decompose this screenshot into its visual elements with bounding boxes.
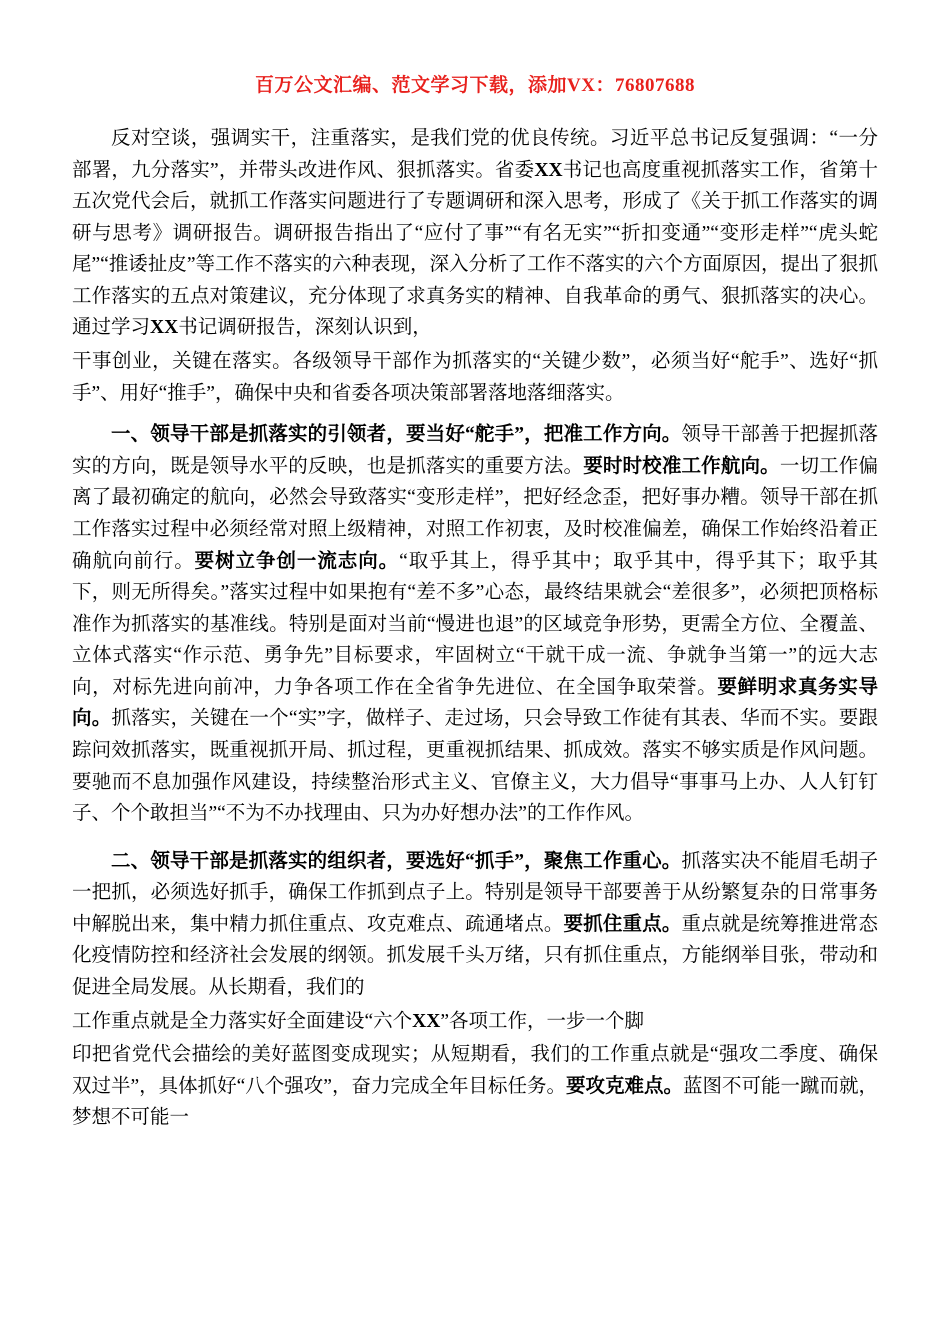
run-text: 重点就是统筹推进常态化疫情防控和经济社会发展的纲领。抓发展千头万绪，只有抓住重点，方能纲举目张，带动和促进全局发展。从长期看，我们的	[72, 913, 878, 999]
run-text: 干事创业，关键在落实。各级领导干部作为抓落实的“关键少数”，必须当好“舵手”、选好“抓手”、用好“推手”，确保中央和省委各项决策部署落地落细落实。	[72, 351, 878, 404]
run-text: “取乎其上，得乎其中；取乎其中，得乎其下；取乎其下，则无所得矣。”落实过程中如果抱有“差不多”心态，最终结果就会“差很多”，必须把顶格标准作为抓落实的基准线。特别是面对当前“慢进也退”的区域竞争形势，更需全方位、全覆盖、立体式落实“作示范、勇争先”目标要求，牢固树立“干就干成一流、争就争当第一”的远大志向，对标先进向前冲，力争各项工作在全省争先进位、在全国争取荣誉。	[72, 550, 878, 698]
paragraph-intro-2	[72, 346, 878, 409]
run-text: 书记调研报告，深刻认识到，	[178, 317, 432, 339]
paragraph-section-2-cont2	[72, 1039, 878, 1134]
run-text-bold: XX	[534, 159, 563, 181]
run-text-bold: XX	[412, 1010, 441, 1032]
section-heading-1: 一、领导干部是抓落实的引领者，要当好“舵手”，把准工作方向。	[111, 424, 682, 446]
run-text: 抓落实，关键在一个“实”字，做样子、走过场，只会导致工作徒有其表、华而不实。要跟踪问效抓落实，既重视抓开局、抓过程，更重视抓结果、抓成效。落实不够实质是作风问题。要驰而不息加强作风建设，持续整治形式主义、官僚主义，大力倡导“事事马上办、人人钉钉子、个个敢担当”“不为不办找理由、只为办好想办法”的工作作风。	[72, 708, 878, 825]
paragraph-section-1	[72, 419, 878, 830]
paragraph-section-2	[72, 846, 878, 1004]
run-text-bold: XX	[150, 317, 179, 339]
run-text: 印把省党代会描绘的美好蓝图变成现实；从短期看，我们的工作重点就是“强攻二季度、确保双过半”，具体抓好“八个强攻”，奋力完成全年目标任务。	[72, 1044, 878, 1097]
run-text: ”各项工作，一步一个脚	[440, 1010, 644, 1032]
run-text-bold: 要鲜明求真务实导向。	[72, 676, 878, 730]
run-text: 反对空谈，强调实干，注重落实，是我们党的优良传统。习近平总书记反复强调：“一分部署，九分落实”，并带头改进作风、狠抓落实。省委	[72, 128, 878, 181]
run-text: 工作重点就是全力落实好全面建设“六个	[72, 1010, 413, 1032]
run-text-bold: 要攻克难点。	[565, 1075, 683, 1097]
paragraph-section-2-cont	[72, 1006, 878, 1038]
run-text: 书记也高度重视抓落实工作，省第十五次党代会后，就抓工作落实问题进行了专题调研和深入思考，形成了《关于抓工作落实的调研与思考》调研报告。调研报告指出了“应付了事”“有名无实”“折扣变通”“变形走样”“虎头蛇尾”“推诿扯皮”等工作不落实的六种表现，深入分析了工作不落实的六个方面原因，提出了狠抓工作落实的五点对策建议，充分体现了求真务实的精神、自我革命的勇气、狠抓落实的决心。通过学习	[72, 159, 878, 339]
run-text-bold: 要时时校准工作航向。	[583, 455, 780, 477]
run-text: 一切工作偏离了最初确定的航向，必然会导致落实“变形走样”，把好经念歪，把好事办糟。领导干部在抓工作落实过程中必须经常对照上级精神，对照工作初衷，及时校准偏差，确保工作始终沿着正确航向前行。	[72, 455, 878, 572]
run-text: 领导干部善于把握抓落实的方向，既是领导水平的反映，也是抓落实的重要方法。	[72, 424, 878, 477]
document-body	[72, 123, 878, 1134]
paragraph-spacer	[72, 411, 878, 419]
paragraph-intro-1	[72, 123, 878, 344]
run-text: 蓝图不可能一蹴而就，梦想不可能一	[72, 1075, 878, 1129]
watermark-banner: 百万公文汇编、范文学习下载，添加VX：76807688	[255, 75, 695, 96]
run-text-bold: 要树立争创一流志向。	[194, 550, 400, 572]
run-text-bold: 要抓住重点。	[563, 913, 682, 935]
paragraph-spacer	[72, 832, 878, 846]
section-heading-2: 二、领导干部是抓落实的组织者，要选好“抓手”，聚焦工作重心。	[111, 850, 682, 872]
run-text: 抓落实决不能眉毛胡子一把抓，必须选好抓手，确保工作抓到点子上。特别是领导干部要善于从纷繁复杂的日常事务中解脱出来，集中精力抓住重点、攻克难点、疏通堵点。	[72, 850, 878, 935]
